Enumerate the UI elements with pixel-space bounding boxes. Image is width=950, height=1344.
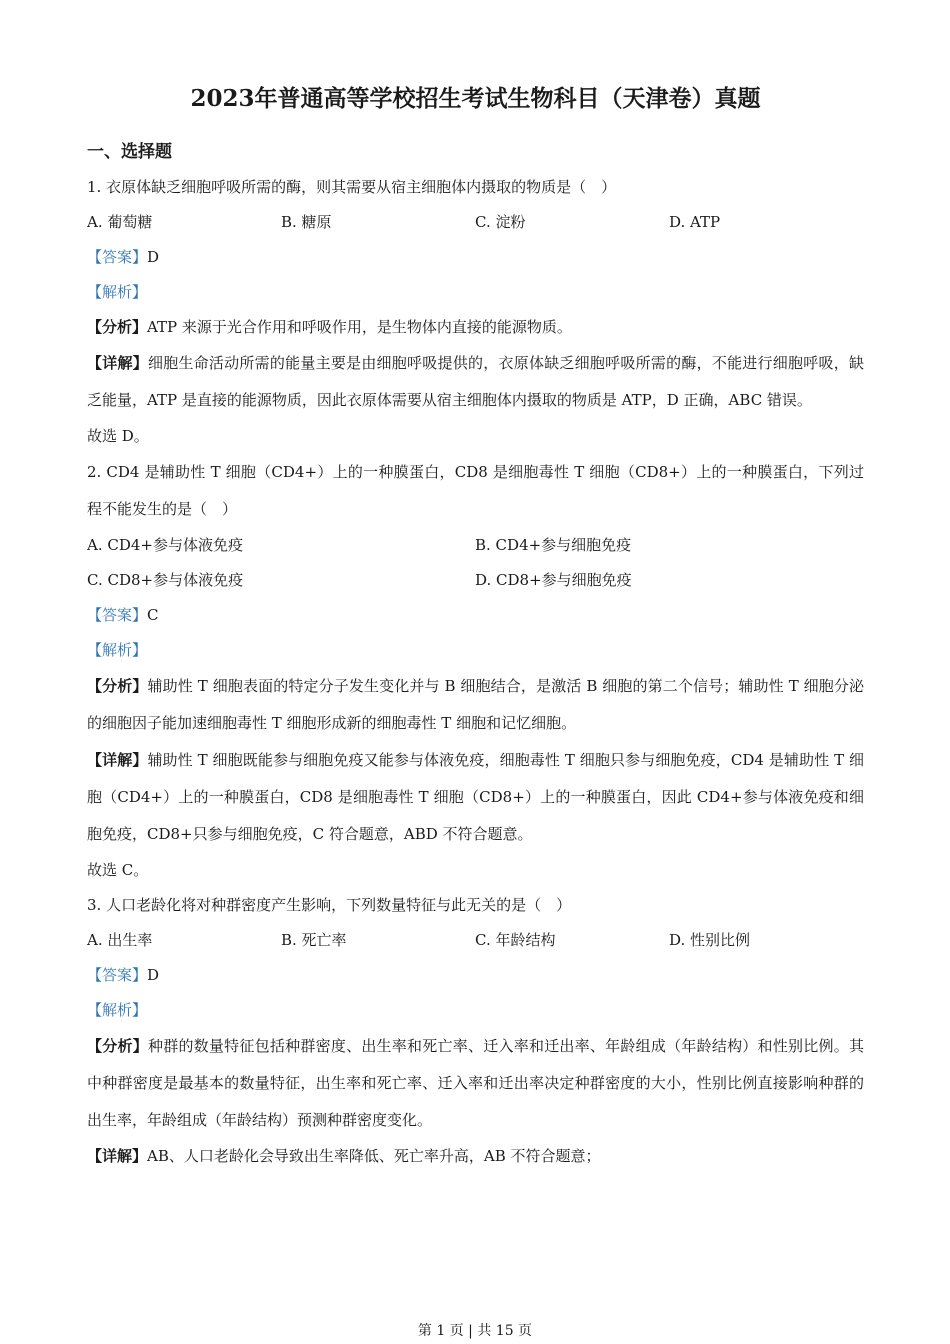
answer-value: D (147, 966, 160, 984)
xiangjie-tag: 【详解】 (87, 354, 148, 372)
answer-line (87, 240, 864, 275)
option-b: B. 糖原 (281, 213, 332, 231)
analysis-tag: 【解析】 (87, 283, 148, 301)
answer-tag: 【答案】 (87, 966, 148, 984)
answer-tag: 【答案】 (87, 606, 148, 624)
fenxi-line (87, 310, 864, 345)
question-3 (87, 888, 864, 1174)
option-c: C. 年龄结构 (475, 931, 556, 949)
xiangjie-paragraph (87, 742, 864, 853)
option-d: D. 性别比例 (669, 931, 751, 949)
option-row (87, 205, 864, 240)
option-row (87, 563, 864, 598)
answer-value: C (147, 606, 159, 624)
option-b: B. CD4+参与细胞免疫 (475, 536, 632, 554)
fenxi-paragraph (87, 668, 864, 742)
xiangjie-paragraph (87, 345, 864, 419)
page-title: 2023年普通高等学校招生考试生物科目（天津卷）真题 (190, 85, 761, 112)
fenxi-tag: 【分析】 (87, 677, 148, 695)
fenxi-text: 种群的数量特征包括种群密度、出生率和死亡率、迁入率和迁出率、年龄组成（年龄结构）和性别比例。其中种群密度是最基本的数量特征，出生率和死亡率、迁入率和迁出率决定种群密度的大小，性别比例直接影响种群的出生率，年龄组成（年龄结构）预测种群密度变化。 (87, 1037, 864, 1129)
xiangjie-text: 细胞生命活动所需的能量主要是由细胞呼吸提供的，衣原体缺乏细胞呼吸所需的酶，不能进行细胞呼吸，缺乏能量，ATP 是直接的能源物质，因此衣原体需要从宿主细胞体内摄取的物质是 ATP，D 正确，ABC 错误。 (87, 354, 864, 409)
option-row (87, 923, 864, 958)
conclusion: 故选 C。 (87, 861, 149, 879)
xiangjie-tag: 【详解】 (87, 751, 148, 769)
fenxi-text: 辅助性 T 细胞表面的特定分子发生变化并与 B 细胞结合，是激活 B 细胞的第二个信号；辅助性 T 细胞分泌的细胞因子能加速细胞毒性 T 细胞形成新的细胞毒性 T 细胞和记忆细胞。 (87, 677, 864, 732)
xiangjie-tag: 【详解】 (87, 1147, 148, 1165)
option-a: A. 出生率 (87, 931, 153, 949)
fenxi-tag: 【分析】 (87, 1037, 148, 1055)
answer-line (87, 598, 864, 633)
question-stem: 1. 衣原体缺乏细胞呼吸所需的酶，则其需要从宿主细胞体内摄取的物质是（ ） (87, 178, 617, 196)
xiangjie-text: AB、人口老龄化会导致出生率降低、死亡率升高，AB 不符合题意； (147, 1147, 601, 1165)
question-stem: 3. 人口老龄化将对种群密度产生影响，下列数量特征与此无关的是（ ） (87, 896, 572, 914)
fenxi-text: ATP 来源于光合作用和呼吸作用，是生物体内直接的能源物质。 (147, 318, 572, 336)
document-page (87, 80, 864, 1174)
fenxi-paragraph (87, 1028, 864, 1139)
option-c: C. 淀粉 (475, 213, 526, 231)
page-footer: 第 1 页 | 共 15 页 (417, 1323, 533, 1339)
option-row (87, 528, 864, 563)
fenxi-tag: 【分析】 (87, 318, 148, 336)
answer-tag: 【答案】 (87, 248, 148, 266)
conclusion: 故选 D。 (87, 427, 149, 445)
xiangjie-text: 辅助性 T 细胞既能参与细胞免疫又能参与体液免疫，细胞毒性 T 细胞只参与细胞免疫，CD4 是辅助性 T 细胞（CD4+）上的一种膜蛋白，CD8 是细胞毒性 T 细胞（CD8+）上的一种膜蛋白，因此 CD4+参与体液免疫和细胞免疫，CD8+只参与细胞免疫，C 符合题意，ABD 不符合题意。 (87, 751, 864, 843)
option-d: D. ATP (669, 213, 721, 231)
answer-line (87, 958, 864, 993)
option-b: B. 死亡率 (281, 931, 347, 949)
option-c: C. CD8+参与体液免疫 (87, 571, 244, 589)
xiangjie-line (87, 1139, 864, 1174)
answer-value: D (147, 248, 160, 266)
option-a: A. 葡萄糖 (87, 213, 153, 231)
question-stem: 2. CD4 是辅助性 T 细胞（CD4+）上的一种膜蛋白，CD8 是细胞毒性 T 细胞（CD8+）上的一种膜蛋白，下列过程不能发生的是（ ） (87, 463, 864, 518)
question-1 (87, 170, 864, 454)
option-a: A. CD4+参与体液免疫 (87, 536, 243, 554)
option-d: D. CD8+参与细胞免疫 (475, 571, 632, 589)
question-2 (87, 454, 864, 888)
analysis-tag: 【解析】 (87, 1001, 148, 1019)
section-heading: 一、选择题 (87, 142, 172, 162)
analysis-tag: 【解析】 (87, 641, 148, 659)
